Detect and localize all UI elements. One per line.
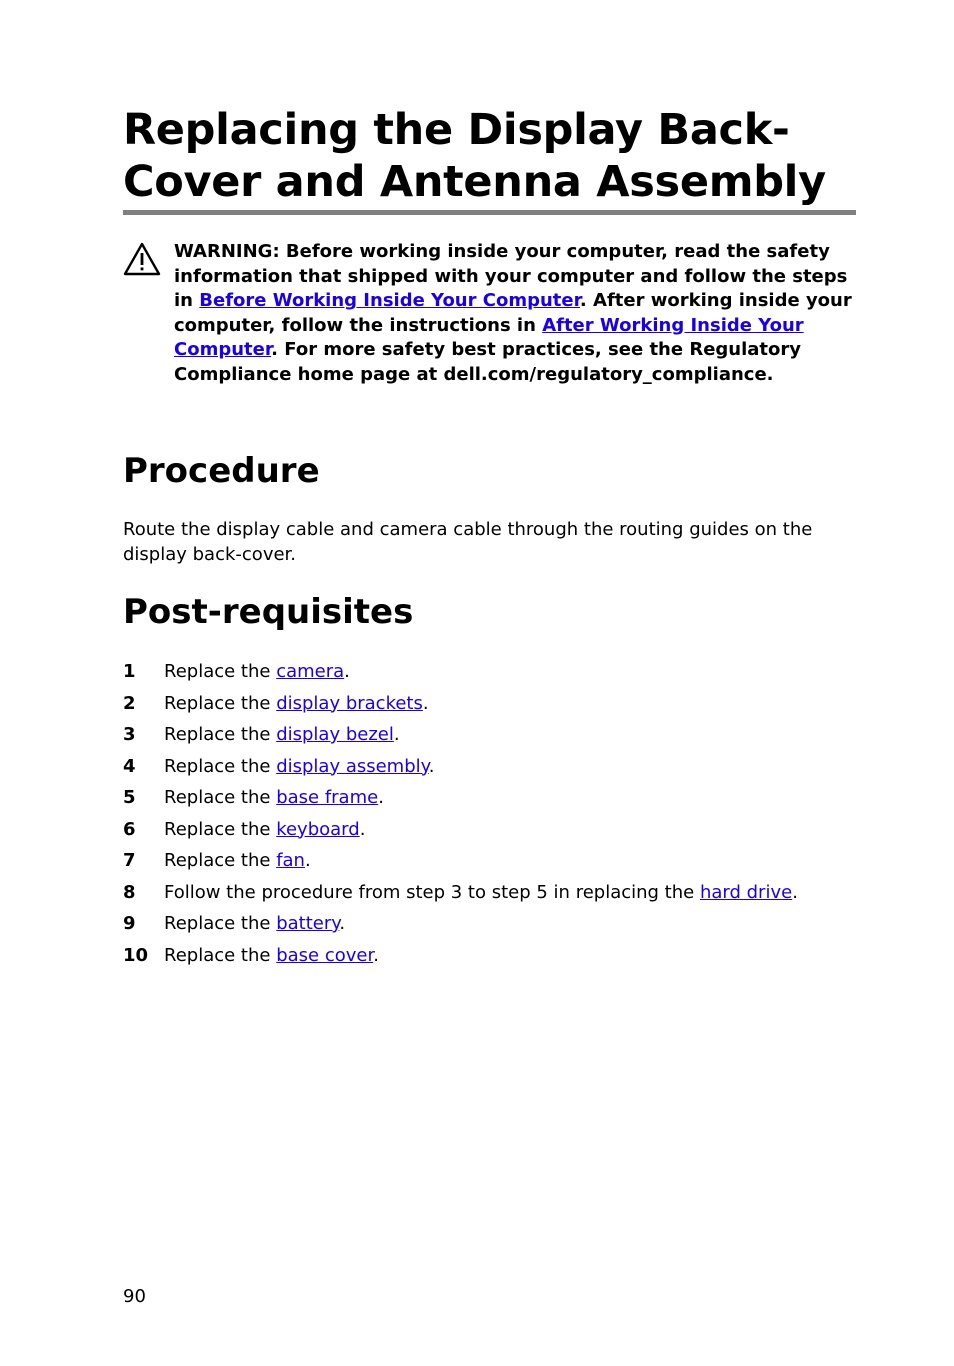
- post-requisites-heading: Post-requisites: [123, 592, 414, 632]
- step-text: Replace the: [164, 913, 277, 934]
- step-suffix: .: [344, 661, 350, 682]
- step-text: Replace the: [164, 818, 277, 840]
- step-text: Follow the procedure from step 3 to step 5 in replacing the: [164, 881, 700, 903]
- step-number: 6: [123, 818, 136, 840]
- step-item: [123, 782, 853, 814]
- step-text: Replace the: [164, 724, 277, 745]
- step-number: 7: [123, 850, 136, 871]
- step-item: [123, 940, 853, 972]
- procedure-heading: Procedure: [123, 451, 320, 491]
- warning-text: . For more safety best practices, see the Regulatory Compliance home page at dell.com/regulatory_compliance.: [174, 339, 801, 385]
- procedure-text: Route the display cable and camera cable through the routing guides on the display back-cover.: [123, 519, 813, 565]
- step-item: [123, 688, 853, 720]
- step-item: [123, 845, 853, 877]
- title-divider: [123, 210, 856, 215]
- step-text: Replace the: [164, 755, 277, 777]
- base-cover-link[interactable]: base cover: [276, 944, 374, 966]
- step-item: [123, 877, 853, 909]
- step-suffix: .: [422, 692, 429, 714]
- step-text: Replace the: [164, 787, 277, 808]
- step-text: Replace the: [164, 850, 277, 871]
- camera-link[interactable]: camera: [276, 661, 345, 682]
- step-number: 10: [123, 944, 149, 966]
- step-text: Replace the: [164, 692, 277, 714]
- warning-text: . After working inside your computer, follow the instructions in: [174, 290, 852, 336]
- display-brackets-link[interactable]: display brackets: [276, 692, 423, 714]
- warning-note: [174, 240, 854, 388]
- step-suffix: .: [792, 881, 798, 903]
- base-frame-link[interactable]: base frame: [276, 787, 379, 808]
- step-suffix: .: [304, 850, 311, 871]
- step-suffix: .: [373, 944, 379, 966]
- warning-triangle-icon: [123, 242, 161, 276]
- keyboard-link[interactable]: keyboard: [276, 818, 360, 840]
- step-suffix: .: [378, 787, 384, 808]
- step-number: 1: [123, 661, 136, 682]
- step-text: Replace the: [164, 944, 277, 966]
- step-item: [123, 814, 853, 846]
- step-suffix: .: [359, 818, 366, 840]
- fan-link[interactable]: fan: [276, 850, 305, 871]
- step-item: [123, 751, 853, 783]
- step-item: [123, 908, 853, 940]
- warning-text: WARNING: Before working inside your computer, read the safety information that shipped with your computer and follow the steps in: [174, 241, 848, 312]
- step-number: 9: [123, 913, 136, 934]
- step-suffix: .: [428, 755, 435, 777]
- display-bezel-link[interactable]: display bezel: [276, 724, 394, 745]
- step-number: 2: [123, 692, 136, 714]
- step-suffix: .: [339, 913, 346, 934]
- step-text: Replace the: [164, 661, 277, 682]
- display-assembly-link[interactable]: display assembly: [276, 755, 429, 777]
- page-title: Replacing the Display Back-Cover and Antenna Assembly: [123, 105, 826, 207]
- hard-drive-link[interactable]: hard drive: [699, 881, 793, 903]
- step-item: [123, 656, 853, 688]
- step-number: 3: [123, 724, 136, 745]
- step-number: 5: [123, 787, 136, 808]
- step-number: 8: [123, 881, 136, 903]
- battery-link[interactable]: battery: [276, 913, 340, 934]
- post-requisites-steps: [123, 656, 853, 971]
- after-working-link[interactable]: After Working Inside Your Computer: [174, 314, 804, 361]
- step-item: [123, 719, 853, 751]
- step-suffix: .: [393, 724, 400, 745]
- before-working-link[interactable]: Before Working Inside Your Computer: [199, 290, 580, 312]
- step-number: 4: [123, 755, 136, 777]
- page-number: 90: [123, 1286, 146, 1307]
